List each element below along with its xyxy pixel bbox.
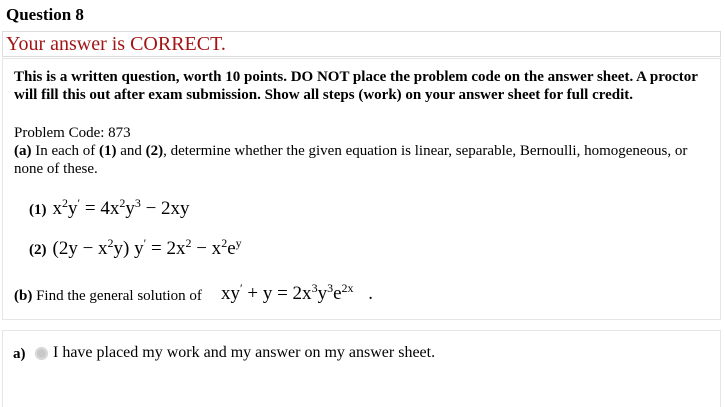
part-b-text <box>14 287 202 305</box>
question-title: Question 8 <box>6 5 84 24</box>
equation-1-label: (1) <box>29 202 47 218</box>
problem-code: Problem Code: 873 <box>14 125 131 141</box>
instructions-text: This is a written question, worth 10 points. DO NOT place the problem code on the answer sheet. A proctor will fill this out after exam submission. Show all steps (work) on your answer sheet for full credit. <box>14 69 698 103</box>
equation-2-label: (2) <box>29 242 47 258</box>
feedback-status: Your answer is CORRECT. <box>6 33 226 55</box>
question-prompt <box>2 58 721 320</box>
part-a-text <box>14 142 714 178</box>
part-a-label: (a) <box>14 143 32 159</box>
equation-1: (1) $x^2y' = 4x^2y^3 - 2xy$ <box>29 196 190 219</box>
part-a-text-2: and <box>116 143 146 159</box>
part-a-ref-2: (2) <box>145 143 164 159</box>
part-b-period: . <box>368 283 373 304</box>
part-a-text-3: , determine whether the given equation is linear, separable, Bernoulli, homogeneous, or none of these. <box>14 143 688 177</box>
part-b-prompt: Find the general solution of <box>32 288 202 304</box>
part-a-text-1: In each of <box>31 143 99 159</box>
answer-radio[interactable] <box>35 347 48 360</box>
answer-options <box>2 330 721 407</box>
part-b-label: (b) <box>14 288 33 304</box>
option-text[interactable]: I have placed my work and my answer on my answer sheet. <box>53 344 436 361</box>
part-b-equation: $xy' + y = 2x^3y^3e^{2x}$ . <box>221 281 373 304</box>
equation-2: (2) $(2y - x^2y)$ $y' = 2x^2 - x^2e^y$ <box>29 236 242 259</box>
part-a-ref-1: (1) <box>98 143 117 159</box>
feedback-box <box>2 31 721 57</box>
option-letter: a) <box>13 346 26 362</box>
